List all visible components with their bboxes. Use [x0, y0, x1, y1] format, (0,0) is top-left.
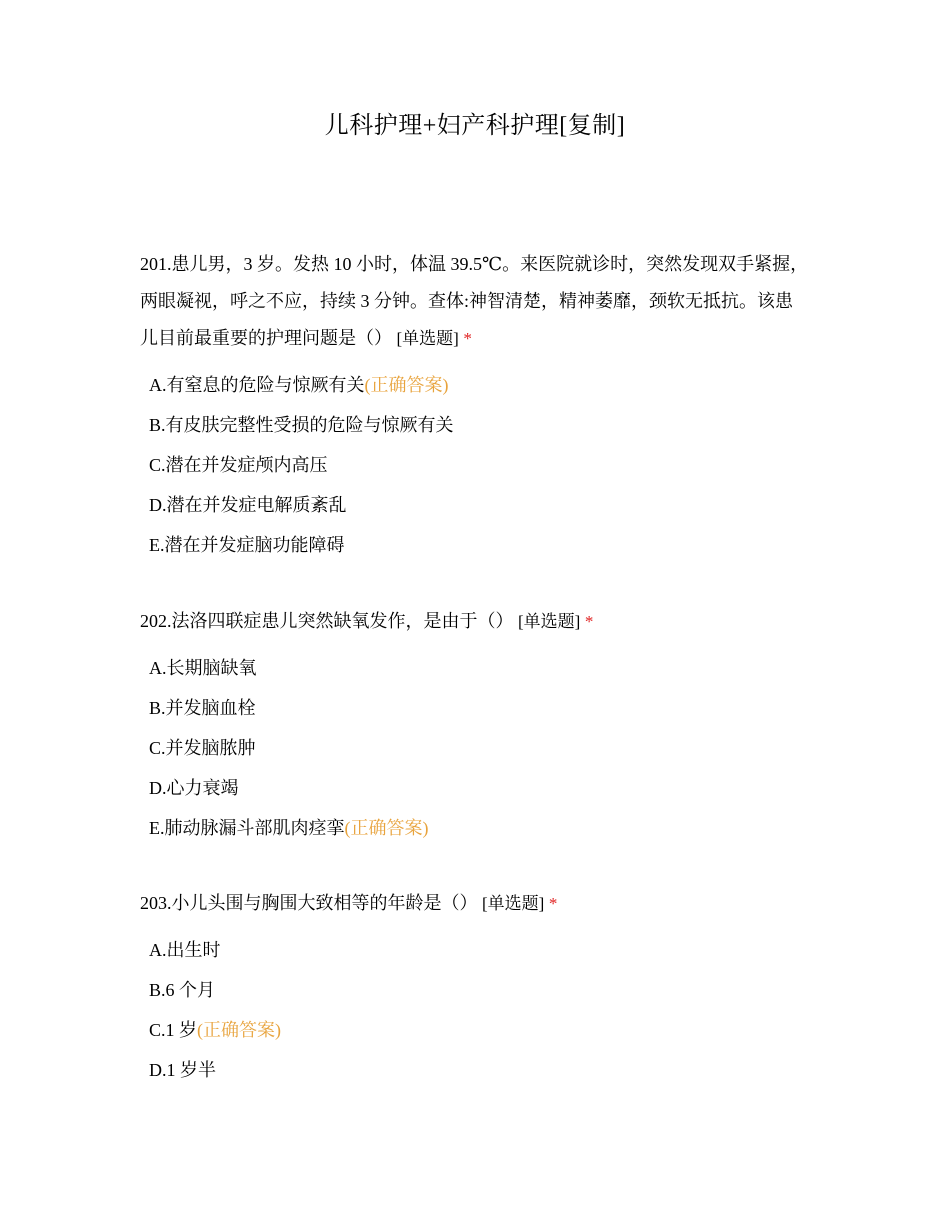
option-item [149, 648, 810, 688]
option-item [149, 405, 810, 445]
question-text: 202.法洛四联症患儿突然缺氧发作，是由于（） [140, 611, 514, 631]
option-label: C.并发脑脓肿 [149, 738, 256, 758]
option-label: B.并发脑血栓 [149, 698, 256, 718]
document-title: 儿科护理+妇产科护理[复制] [324, 113, 626, 139]
option-list [149, 648, 810, 848]
correct-answer-tag: (正确答案) [344, 818, 429, 838]
question-text: 201.患儿男，3 岁。发热 10 小时，体温 39.5℃。来医院就诊时，突然发现双手紧握，两眼凝视，呼之不应，持续 3 分钟。查体:神智清楚，精神萎靡，颈软无抵抗。该患儿目前最重要的护理问题是（） [140, 254, 809, 348]
option-item [149, 445, 810, 485]
question-block [140, 246, 810, 565]
option-label: B.6 个月 [149, 980, 216, 1000]
option-item [149, 688, 810, 728]
option-label: A.长期脑缺氧 [149, 658, 257, 678]
option-item [149, 930, 810, 970]
question-block [140, 603, 810, 848]
correct-answer-tag: (正确答案) [197, 1020, 282, 1040]
option-label: C.潜在并发症颅内高压 [149, 455, 328, 475]
question-text-container [140, 603, 810, 640]
question-block [140, 885, 810, 1090]
question-type: [单选题] [396, 329, 459, 348]
option-item [149, 1050, 810, 1090]
option-label: D.潜在并发症电解质紊乱 [149, 495, 347, 515]
question-text-container [140, 885, 810, 922]
correct-answer-tag: (正确答案) [364, 375, 449, 395]
question-text: 203.小儿头围与胸围大致相等的年龄是（） [140, 893, 478, 913]
option-label: B.有皮肤完整性受损的危险与惊厥有关 [149, 415, 454, 435]
option-label: A.有窒息的危险与惊厥有关 [149, 375, 365, 395]
option-label: A.出生时 [149, 940, 221, 960]
option-item [149, 728, 810, 768]
required-marker: * [584, 612, 594, 631]
option-item [149, 808, 810, 848]
option-item [149, 525, 810, 565]
option-item [149, 485, 810, 525]
option-item [149, 970, 810, 1010]
option-list [149, 930, 810, 1090]
option-item [149, 1010, 810, 1050]
option-label: E.潜在并发症脑功能障碍 [149, 535, 345, 555]
option-item [149, 768, 810, 808]
question-type: [单选题] [482, 894, 545, 913]
option-label: D.心力衰竭 [149, 778, 239, 798]
option-label: D.1 岁半 [149, 1060, 216, 1080]
option-item [149, 365, 810, 405]
question-text-container [140, 246, 810, 357]
required-marker: * [463, 329, 472, 348]
option-list [149, 365, 810, 565]
option-label: C.1 岁 [149, 1020, 198, 1040]
question-type: [单选题] [518, 612, 581, 631]
required-marker: * [548, 894, 558, 913]
option-label: E.肺动脉漏斗部肌肉痉挛 [149, 818, 345, 838]
